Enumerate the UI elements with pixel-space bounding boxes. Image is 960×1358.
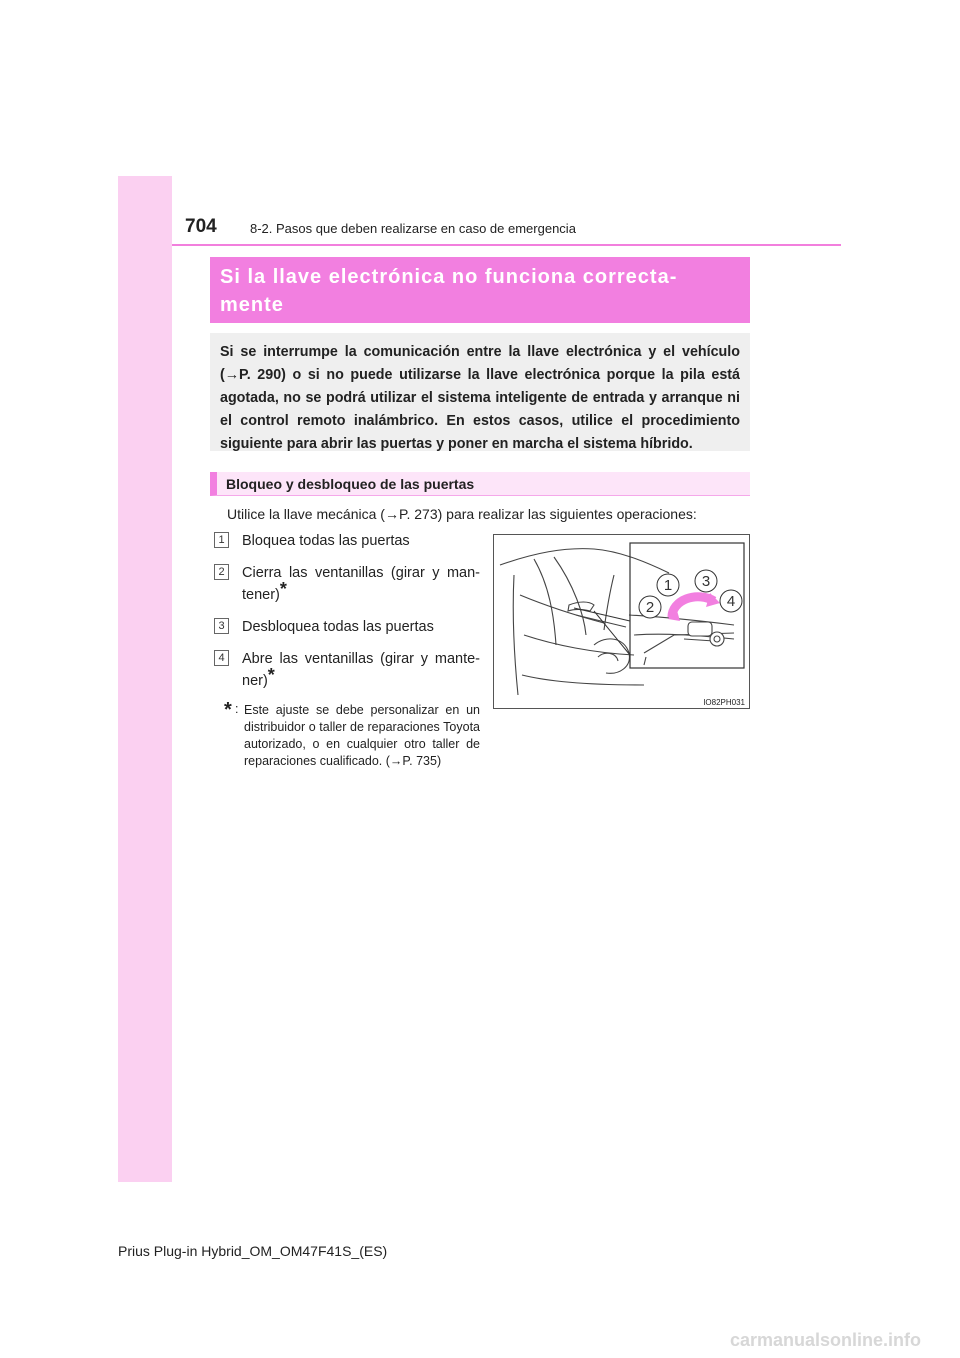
item-number-badge: 3 (214, 618, 229, 634)
callout-2: 2 (645, 599, 655, 616)
side-tab-band (118, 176, 172, 1182)
subheading-text: Bloqueo y desbloqueo de las puertas (226, 476, 475, 492)
item-text: Desbloquea todas las puertas (242, 619, 434, 635)
footnote-text: Este ajuste se debe personalizar en un distribuidor o taller de reparaciones Toyota autorizado, o en cualquier otro taller de reparaciones cualificado. (→P. 735) (244, 703, 480, 768)
page-number: 704 (185, 216, 217, 237)
item-number-badge: 2 (214, 564, 229, 580)
callout-3: 3 (701, 573, 711, 590)
list-item (214, 562, 480, 606)
header-divider (172, 244, 841, 246)
figure-code: IO82PH031 (703, 698, 745, 707)
list-item (214, 530, 480, 552)
footnote-colon: : (235, 702, 239, 716)
intro-box (210, 333, 750, 451)
section-title-line2: mente (220, 294, 284, 316)
item-number-badge: 1 (214, 532, 229, 548)
lead-text: Utilice la llave mecánica (→P. 273) para realizar las siguientes operaciones: (227, 506, 697, 522)
item-text: Abre las ventanillas (girar y mante- ner) (242, 651, 480, 689)
footnote-asterisk: * (267, 665, 275, 685)
section-reference: 8-2. Pasos que deben realizarse en caso de emergencia (250, 221, 576, 236)
callout-1: 1 (663, 577, 673, 594)
footnote-asterisk: * (279, 579, 287, 599)
item-text: Bloquea todas las puertas (242, 533, 410, 549)
section-title-line1: Si la llave electrónica no funciona correcta- (220, 266, 678, 288)
intro-text: Si se interrumpe la comunicación entre la llave electrónica y el vehículo (→P. 290) o si no puede utilizarse la llave electrónica porque la pila está agotada, no se podrá utilizar el sistema inteligente de entrada y arranque ni el control remoto inalámbrico. En estos casos, utilice el procedimiento siguiente para abrir las puertas y poner en marcha el sistema híbrido. (220, 344, 740, 452)
car-door-drawing (494, 535, 749, 708)
item-text: Cierra las ventanillas (girar y man- tener) (242, 565, 480, 603)
door-key-illustration (493, 534, 750, 709)
watermark: carmanualsonline.info (730, 1330, 922, 1350)
section-title-box (210, 257, 750, 323)
list-item (214, 616, 480, 638)
footer-document-id: Prius Plug-in Hybrid_OM_OM47F41S_(ES) (118, 1243, 388, 1259)
subheading (210, 472, 750, 496)
footnote (214, 699, 480, 770)
item-number-badge: 4 (214, 650, 229, 666)
footnote-star: * (224, 699, 232, 721)
operations-list (214, 530, 480, 770)
callout-4: 4 (726, 593, 736, 610)
list-item (214, 648, 480, 692)
